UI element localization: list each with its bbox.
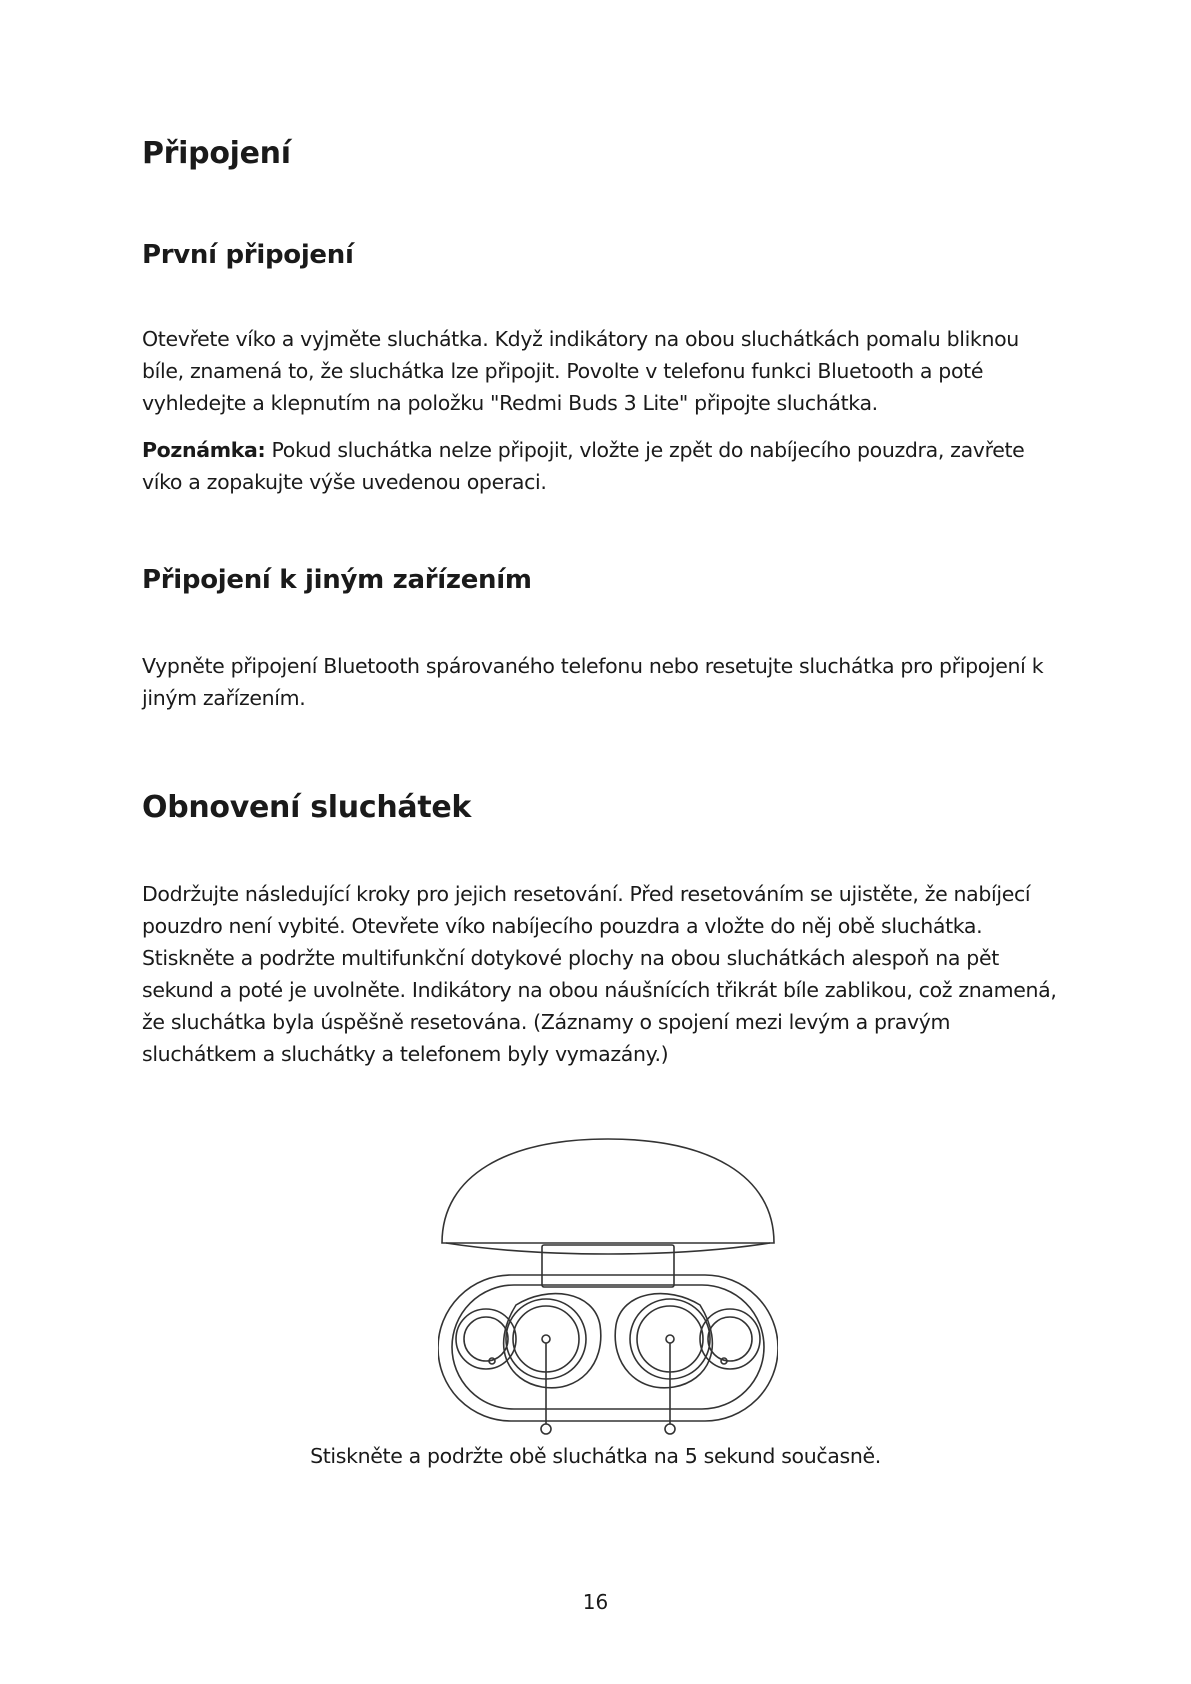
figure-caption: Stiskněte a podržte obě sluchátka na 5 sekund současně.	[310, 1444, 881, 1468]
section-title-reset: Obnovení sluchátek	[142, 790, 472, 825]
first-connection-paragraph: Otevřete víko a vyjměte sluchátka. Když indikátory na obou sluchátkách pomalu bliknou bíle, znamená to, že sluchátka lze připojit. Povolte v telefonu funkci Bluetooth a poté vyhledejte a klepnutím na položku "Redmi Buds 3 Lite" připojte sluchátka.	[142, 327, 1019, 415]
subsection-title-other-devices: Připojení k jiným zařízením	[142, 565, 532, 595]
right-callout-marker	[665, 1424, 675, 1434]
case-hinge	[542, 1245, 674, 1287]
left-earbud	[456, 1294, 601, 1388]
reset-paragraph: Dodržujte následující kroky pro jejich resetování. Před resetováním se ujistěte, že nabíjecí pouzdro není vybité. Otevřete víko nabíjecího pouzdra a vložte do něj obě sluchátka. Stiskněte a podržte multifunkční dotykové plochy na obou sluchátkách alespoň na pět sekund a poté je uvolněte. Indikátory na obou náušnících třikrát bíle zablikou, což znamená, že sluchátka byla úspěšně resetována. (Záznamy o spojení mezi levým a pravým sluchátkem a sluchátky a telefonem byly vymazány.)	[142, 882, 1057, 1066]
other-devices-paragraph: Vypněte připojení Bluetooth spárovaného telefonu nebo resetujte sluchátka pro připojení k jiným zařízením.	[142, 654, 1044, 710]
earbuds-case-illustration	[438, 1135, 778, 1437]
right-earbud	[615, 1294, 760, 1388]
case-base	[438, 1275, 778, 1421]
left-callout-marker	[541, 1424, 551, 1434]
note-paragraph	[142, 434, 1062, 498]
page-number: 16	[582, 1590, 609, 1614]
section-title-connection: Připojení	[142, 136, 291, 171]
note-text: Pokud sluchátka nelze připojit, vložte je zpět do nabíjecího pouzdra, zavřete víko a zopakujte výše uvedenou operaci.	[142, 438, 1025, 494]
subsection-title-first-connection: První připojení	[142, 240, 354, 270]
note-label: Poznámka:	[142, 438, 266, 462]
case-lid	[442, 1139, 774, 1243]
